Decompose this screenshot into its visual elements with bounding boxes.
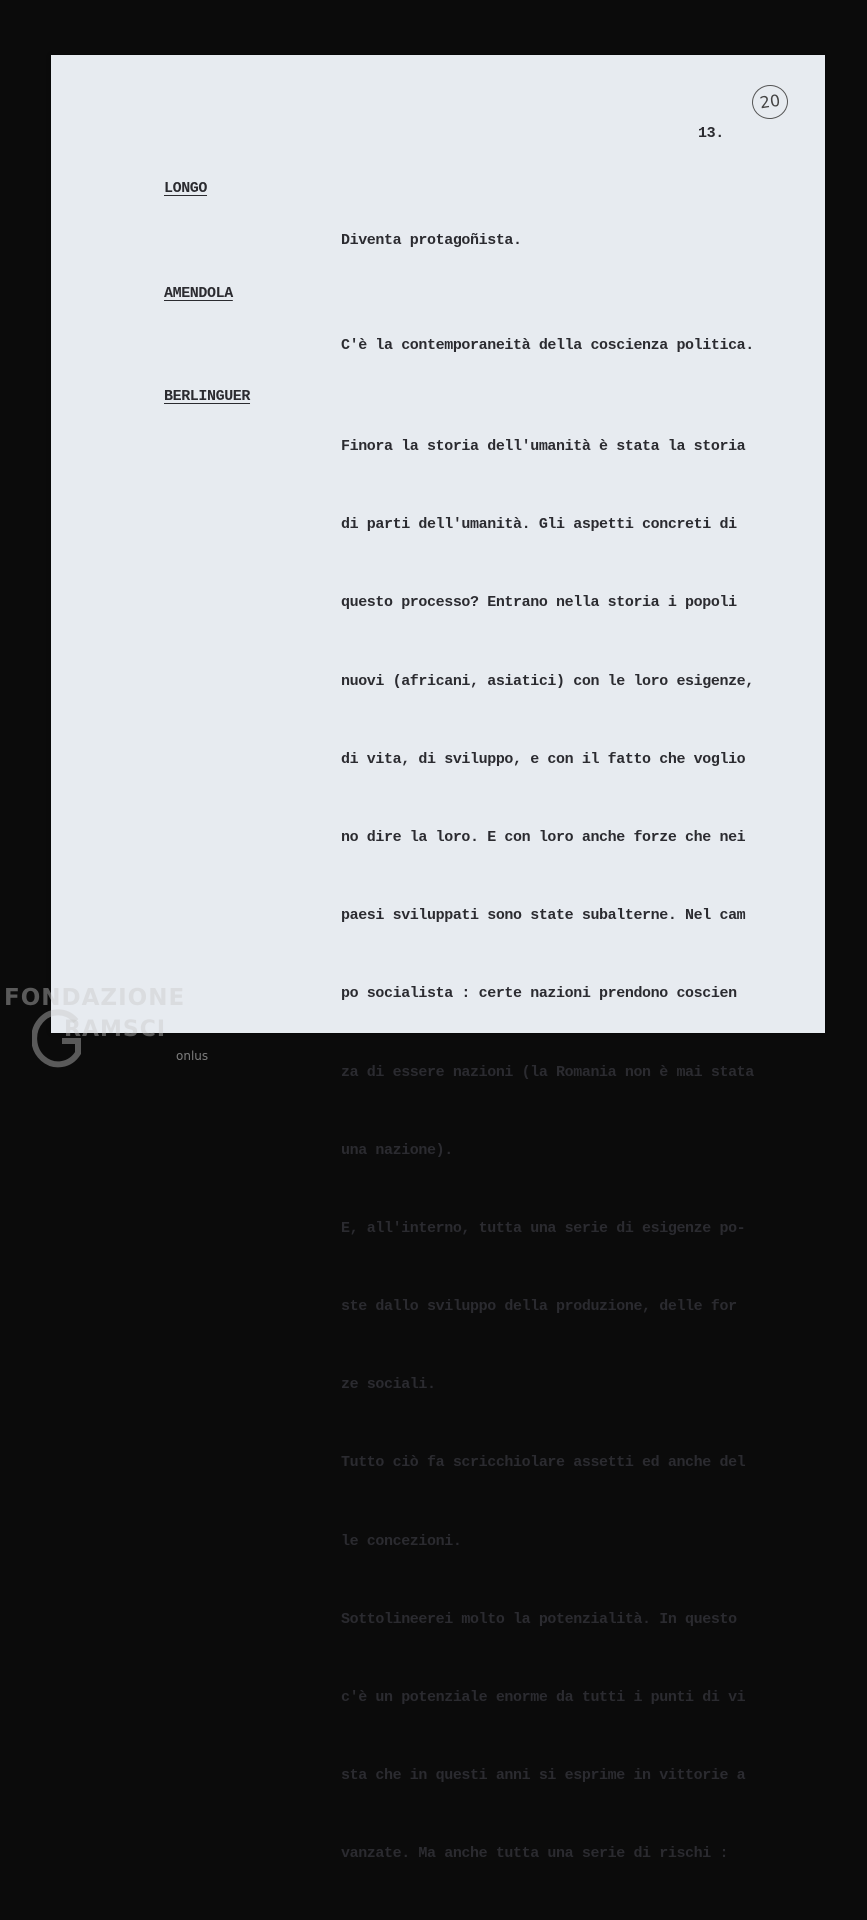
watermark-line2: RAMSCI <box>64 1017 167 1042</box>
speech-line: Tutto ciò fa scricchiolare assetti ed anche del <box>341 1454 746 1472</box>
archive-page-number: 20 <box>750 83 790 122</box>
speech-line: le concezioni. <box>341 1532 462 1550</box>
speech-line: questo processo? Entrano nella storia i popoli <box>341 594 737 612</box>
speech-line: di parti dell'umanità. Gli aspetti concreti di <box>341 516 737 534</box>
speech-line: Diventa protagoñista. <box>341 232 522 249</box>
speech-line: za di essere nazioni (la Romania non è mai stata <box>341 1063 754 1081</box>
speaker-longo: LONGO <box>164 180 208 197</box>
speech-line: E, all'interno, tutta una serie di esigenze po- <box>341 1219 746 1237</box>
watermark-sub: onlus <box>176 1049 209 1063</box>
speech-berlinguer <box>341 382 754 1920</box>
speech-line: nuovi (africani, asiatici) con le loro esigenze, <box>341 672 754 690</box>
speech-line: ste dallo sviluppo della produzione, delle for <box>341 1298 737 1316</box>
speaker-berlinguer: BERLINGUER <box>164 388 251 405</box>
speaker-amendola: AMENDOLA <box>164 285 233 302</box>
speech-line: una nazione). <box>341 1141 453 1159</box>
speech-line: vanzate. Ma anche tutta una serie di rischi : <box>341 1845 729 1863</box>
speech-line: di vita, di sviluppo, e con il fatto che voglio <box>341 750 746 768</box>
speech-line: no dire la loro. E con loro anche forze che nei <box>341 828 746 846</box>
speech-line: po socialista : certe nazioni prendono coscien <box>341 985 737 1003</box>
speech-line: ze sociali. <box>341 1376 436 1394</box>
watermark-line1: FONDAZIONE <box>4 985 186 1011</box>
speech-line: paesi sviluppati sono state subalterne. Nel cam <box>341 907 746 925</box>
fondazione-gramsci-watermark <box>4 985 219 1075</box>
page-number: 13. <box>698 125 724 142</box>
speech-line: c'è un potenziale enorme da tutti i punti di vi <box>341 1689 746 1706</box>
speech-line: C'è la contemporaneità della coscienza politica. <box>341 337 754 354</box>
speech-line: Sottolineerei molto la potenzialità. In questo <box>341 1610 737 1628</box>
speech-line: Finora la storia dell'umanità è stata la storia <box>341 438 746 455</box>
speech-line: sta che in questi anni si esprime in vittorie a <box>341 1767 746 1785</box>
